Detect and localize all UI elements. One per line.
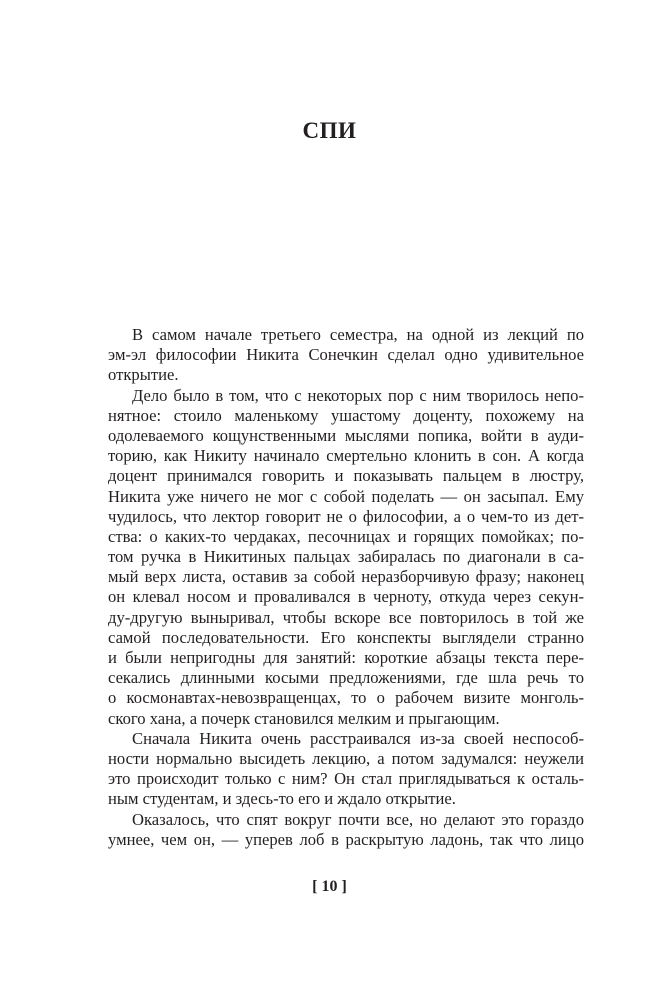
- text-line: секались длинными косыми предложениями, где шла речь то: [108, 668, 584, 688]
- text-line: открытие.: [108, 365, 179, 385]
- text-line: ности нормально высидеть лекцию, а потом задумался: неужели: [108, 748, 584, 768]
- text-line: о космонавтах-невозвращенцах, то о рабочем визите монголь-: [108, 688, 584, 708]
- text-line: ду-другую выныривал, чтобы вскоре все повторилось в той же: [108, 607, 584, 627]
- text-line: Оказалось, что спят вокруг почти все, но делают это гораздо: [132, 809, 584, 829]
- text-line: ным студентам, и здесь-то его и ждало открытие.: [108, 789, 456, 809]
- text-line: Сначала Никита очень расстраивался из-за своей неспособ-: [132, 728, 584, 748]
- chapter-title: СПИ: [302, 118, 357, 143]
- text-line: эм-эл философии Никита Сонечкин сделал одно удивительное: [108, 345, 584, 365]
- body-text: [108, 325, 584, 850]
- text-line: и были непригодны для занятий: короткие абзацы текста пере-: [108, 648, 584, 667]
- text-line: это происходит только с ним? Он стал приглядываться к осталь-: [108, 769, 584, 789]
- text-line: нятное: стоило маленькому ушастому доценту, похожему на: [108, 405, 584, 425]
- text-line: умнее, чем он, — уперев лоб в раскрытую ладонь, так что лицо: [108, 829, 584, 849]
- text-line: торию, как Никиту начинало смертельно клонить в сон. А когда: [108, 446, 584, 466]
- page-number: [ 10 ]: [312, 878, 347, 895]
- text-line: доцент принимался говорить и показывать пальцем в люстру,: [108, 466, 584, 486]
- text-line: том ручка в Никитиных пальцах забиралась по диагонали в са-: [108, 547, 584, 567]
- text-line: чудилось, что лектор говорит не о философии, а о чем-то из дет-: [108, 506, 584, 526]
- text-line: одолеваемого кощунственными мыслями попика, войти в ауди-: [108, 425, 584, 445]
- text-line: ства: о каких-то чердаках, песочницах и горящих помойках; по-: [108, 526, 584, 546]
- text-line: В самом начале третьего семестра, на одной из лекций по: [132, 325, 584, 344]
- text-line: мый верх листа, оставив за собой неразборчивую фразу; наконец: [108, 567, 584, 587]
- text-line: он клевал носом и проваливался в черноту, откуда через секун-: [108, 587, 584, 607]
- text-line: самой последовательности. Его конспекты выглядели странно: [108, 627, 584, 647]
- text-line: Никита уже ничего не мог с собой поделать — он засыпал. Ему: [108, 486, 584, 506]
- text-line: ского хана, а почерк становился мелким и прыгающим.: [108, 708, 500, 728]
- text-line: Дело было в том, что с некоторых пор с ним творилось непо-: [132, 385, 584, 405]
